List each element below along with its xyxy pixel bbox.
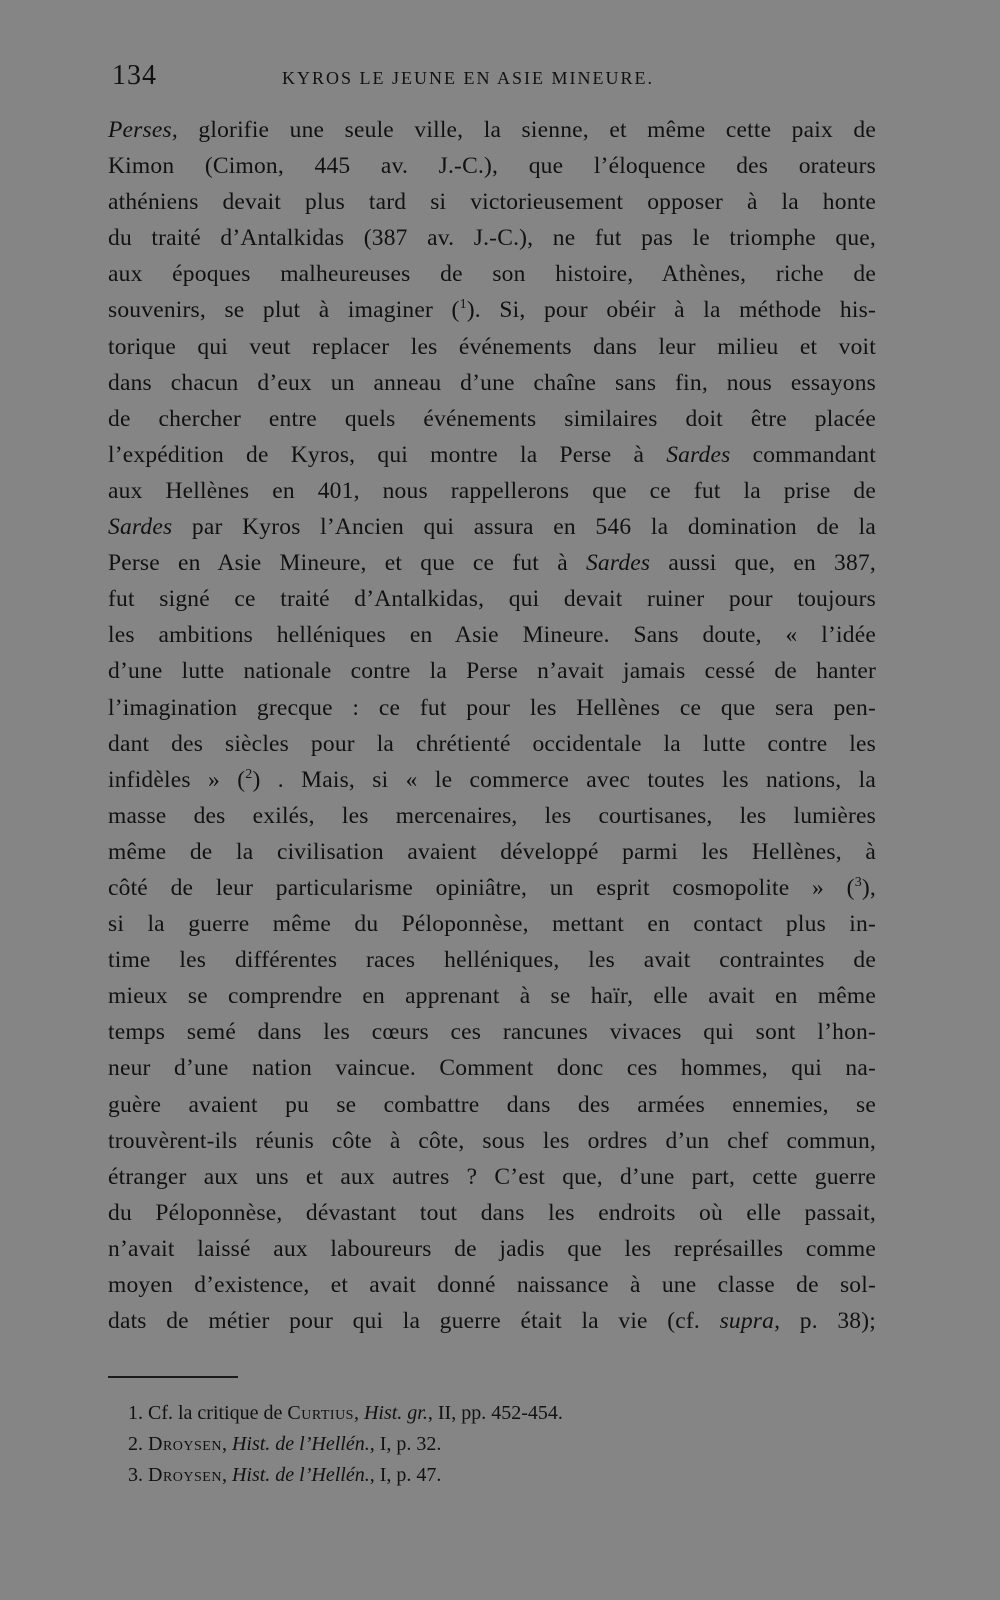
italic-word: Sardes: [585, 550, 651, 577]
text-line: fut signé ce traité d’Antalkidas, qui devait ruiner pour toujours: [108, 586, 876, 613]
line-text: souvenirs, se plut à imaginer (: [108, 297, 460, 324]
line-text: ). Si, pour obéir à la méthode his-: [466, 297, 876, 324]
text-line: trouvèrent-ils réunis côte à côte, sous les ordres d’un chef commun,: [108, 1127, 876, 1154]
footnotes: [128, 1398, 868, 1491]
line-text: par Kyros l’Ancien qui assura en 546 la domination de la: [172, 514, 876, 541]
italic-word: Sardes: [108, 514, 173, 541]
text-line: même de la civilisation avaient développé parmi les Hellènes, à: [108, 838, 876, 865]
footnote-text: , I, p. 47.: [369, 1464, 442, 1486]
footnote-text: Cf. la critique de: [143, 1402, 288, 1424]
text-line: d’une lutte nationale contre la Perse n’avait jamais cessé de hanter: [108, 658, 876, 685]
footnote-text: , II, pp. 452-454.: [427, 1402, 563, 1424]
text-line: time les différentes races helléniques, les avait contraintes de: [108, 947, 876, 974]
line-text: Perse en Asie Mineure, et que ce fut à: [108, 550, 586, 577]
footnote-text: ,: [221, 1433, 232, 1455]
italic-word: supra,: [719, 1308, 781, 1335]
text-line: torique qui veut replacer les événements dans leur milieu et voit: [108, 333, 876, 360]
line-text: infidèles » (: [108, 766, 246, 793]
text-line: [108, 545, 876, 581]
footnote-author: Droysen: [148, 1464, 222, 1486]
text-line: guère avaient pu se combattre dans des armées ennemies, se: [108, 1091, 876, 1118]
footnote-ref[interactable]: 1: [459, 297, 467, 313]
footnote-separator: [108, 1376, 238, 1378]
text-line: si la guerre même du Péloponnèse, mettant en contact plus in-: [108, 911, 876, 938]
text-line: mieux se comprendre en apprenant à se haïr, elle avait en même: [108, 983, 876, 1010]
line-text: ) . Mais, si « le commerce avec toutes les nations, la: [252, 766, 876, 793]
page-header: [112, 60, 872, 100]
text-line: les ambitions helléniques en Asie Mineure. Sans doute, « l’idée: [108, 622, 876, 649]
line-text: p. 38);: [780, 1308, 876, 1335]
footnote-ref[interactable]: 3: [854, 875, 862, 891]
footnote-text: ,: [353, 1402, 364, 1424]
text-line: [108, 509, 876, 545]
footnote-number: 2.: [128, 1433, 143, 1455]
text-line: [108, 870, 876, 906]
footnote-author: Droysen: [148, 1433, 222, 1455]
body-text: [108, 112, 876, 1339]
line-text: aussi que, en 387,: [650, 550, 876, 577]
line-text: commandant: [730, 441, 876, 468]
footnote: [128, 1429, 868, 1460]
text-line: l’imagination grecque : ce fut pour les Hellènes ce que sera pen-: [108, 694, 876, 721]
footnote: [128, 1460, 868, 1491]
text-line: [108, 292, 876, 328]
text-line: Kimon (Cimon, 445 av. J.-C.), que l’éloquence des orateurs: [108, 153, 876, 180]
text-line: [108, 112, 876, 148]
page-number: 134: [112, 60, 157, 91]
text-line: aux Hellènes en 401, nous rappellerons que ce fut la prise de: [108, 477, 876, 504]
line-text: ),: [861, 874, 876, 901]
footnote-number: 1.: [128, 1402, 143, 1424]
text-line: du traité d’Antalkidas (387 av. J.-C.), ne fut pas le triomphe que,: [108, 225, 876, 252]
footnote-author: Curtius: [287, 1402, 354, 1424]
footnote-number: 3.: [128, 1464, 143, 1486]
line-text: glorifie une seule ville, la sienne, et même cette paix de: [177, 117, 876, 143]
text-line: n’avait laissé aux laboureurs de jadis que les représailles comme: [108, 1235, 876, 1262]
text-line: neur d’une nation vaincue. Comment donc ces hommes, qui na-: [108, 1055, 876, 1082]
text-line: dant des siècles pour la chrétienté occidentale la lutte contre les: [108, 730, 876, 757]
italic-word: Perses,: [108, 117, 178, 143]
text-line: de chercher entre quels événements similaires doit être placée: [108, 405, 876, 432]
text-line: du Péloponnèse, dévastant tout dans les endroits où elle passait,: [108, 1199, 876, 1226]
footnote-ref[interactable]: 2: [245, 766, 253, 782]
line-text: côté de leur particularisme opiniâtre, un esprit cosmopolite » (: [108, 874, 855, 901]
text-line: dans chacun d’eux un anneau d’une chaîne sans fin, nous essayons: [108, 369, 876, 396]
text-line: temps semé dans les cœurs ces rancunes vivaces qui sont l’hon-: [108, 1019, 876, 1046]
footnote-work: Hist. de l’Hellén.: [231, 1464, 370, 1486]
footnote-text: ,: [221, 1464, 232, 1486]
footnote-work: Hist. gr.: [363, 1402, 428, 1424]
footnote-work: Hist. de l’Hellén.: [231, 1433, 370, 1455]
italic-word: Sardes: [666, 441, 731, 468]
footnote: [128, 1398, 868, 1429]
line-text: dats de métier pour qui la guerre était la vie (cf.: [108, 1308, 720, 1335]
text-line: athéniens devait plus tard si victorieusement opposer à la honte: [108, 189, 876, 216]
text-line: moyen d’existence, et avait donné naissance à une classe de sol-: [108, 1272, 876, 1298]
line-text: l’expédition de Kyros, qui montre la Perse à: [108, 441, 667, 468]
text-line: [108, 1303, 876, 1339]
running-title: KYROS LE JEUNE EN ASIE MINEURE.: [282, 68, 654, 88]
text-line: aux époques malheureuses de son histoire, Athènes, riche de: [108, 261, 876, 288]
text-line: [108, 437, 876, 473]
footnote-text: , I, p. 32.: [369, 1433, 442, 1455]
text-line: masse des exilés, les mercenaires, les courtisanes, les lumières: [108, 802, 876, 829]
text-line: étranger aux uns et aux autres ? C’est que, d’une part, cette guerre: [108, 1163, 876, 1190]
text-line: [108, 762, 876, 798]
